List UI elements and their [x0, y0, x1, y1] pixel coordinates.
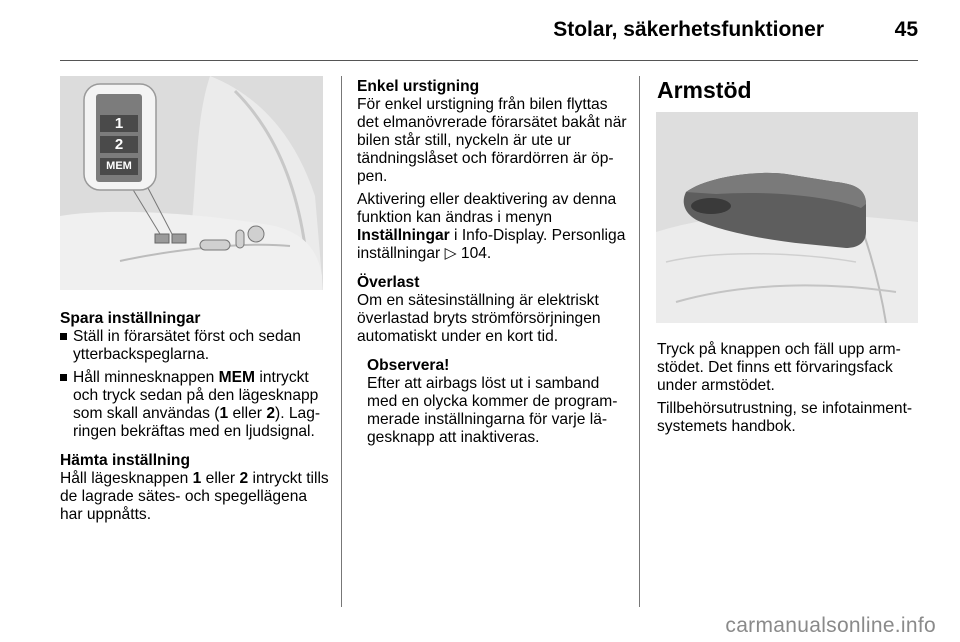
- paragraph: Tillbehörsutrustning, se infotainmentsystemets handbok.: [657, 400, 913, 435]
- armrest-illustration: [656, 112, 918, 323]
- page-number: 45: [894, 18, 918, 41]
- column-divider-1: [341, 76, 342, 607]
- bullet-square-icon: [60, 374, 67, 381]
- note-box: [357, 357, 629, 447]
- memory-button-2: 2: [100, 136, 138, 153]
- header-rule: [60, 60, 918, 61]
- paragraph: Aktivering eller deaktivering av denna funktion kan ändras i menyn Inställningar i Info-Display. Personliga inställningar ▷ 104.: [357, 191, 626, 262]
- heading-easy-exit: Enkel urstigning: [357, 78, 480, 95]
- armrest-figure: [656, 112, 918, 323]
- list-item: Håll minnesknappen MEM intryckt och tryck sedan på den lägesknapp som skall användas (1 eller 2). Lagringen bekräftas med en ljudsignal.: [60, 369, 330, 441]
- note-heading: Observera!: [367, 357, 450, 374]
- heading-overload: Överlast: [357, 274, 420, 291]
- heading-recall-settings: Hämta inställning: [60, 452, 190, 469]
- paragraph: Håll lägesknappen 1 eller 2 intryckt tills de lagrade sätes- och spegellägena har uppnåtts.: [60, 470, 329, 523]
- seat-illustration: [60, 76, 323, 290]
- paragraph: Tryck på knappen och fäll upp armstödet. Det finns ett förvaringsfack under armstödet.: [657, 341, 901, 394]
- memory-button-mem: MEM: [100, 158, 138, 175]
- heading-armrest: Armstöd: [657, 77, 752, 103]
- watermark: carmanualsonline.info: [725, 614, 936, 637]
- page-header: [0, 18, 918, 48]
- page-title: Stolar, säkerhetsfunktioner: [553, 18, 824, 41]
- bullet-square-icon: [60, 333, 67, 340]
- heading-save-settings: Spara inställningar: [60, 310, 201, 327]
- memory-button-1: 1: [100, 115, 138, 132]
- note-text: Efter att airbags löst ut i samband med en olycka kommer de programmerade inställningarna för varje lägesknapp att inaktiveras.: [367, 375, 618, 446]
- column-2: [357, 78, 629, 447]
- column-3-text: [657, 341, 923, 436]
- paragraph: Om en sätesinställning är elektriskt överlastad bryts strömförsörjningen automatiskt under en kort tid.: [357, 292, 601, 345]
- list-item: Ställ in förarsätet först och sedan ytterbackspeglarna.: [60, 328, 330, 364]
- paragraph: För enkel urstigning från bilen flyttas det elmanövrerade förarsätet bakåt när bilen står still, nyckeln är ute ur tändningslåset och förardörren är öppen.: [357, 96, 627, 185]
- column-1: [60, 310, 330, 524]
- column-divider-2: [639, 76, 640, 607]
- reference-arrow-icon: ▷: [444, 245, 457, 262]
- column-3: [657, 76, 919, 104]
- memory-seat-figure: [60, 76, 323, 290]
